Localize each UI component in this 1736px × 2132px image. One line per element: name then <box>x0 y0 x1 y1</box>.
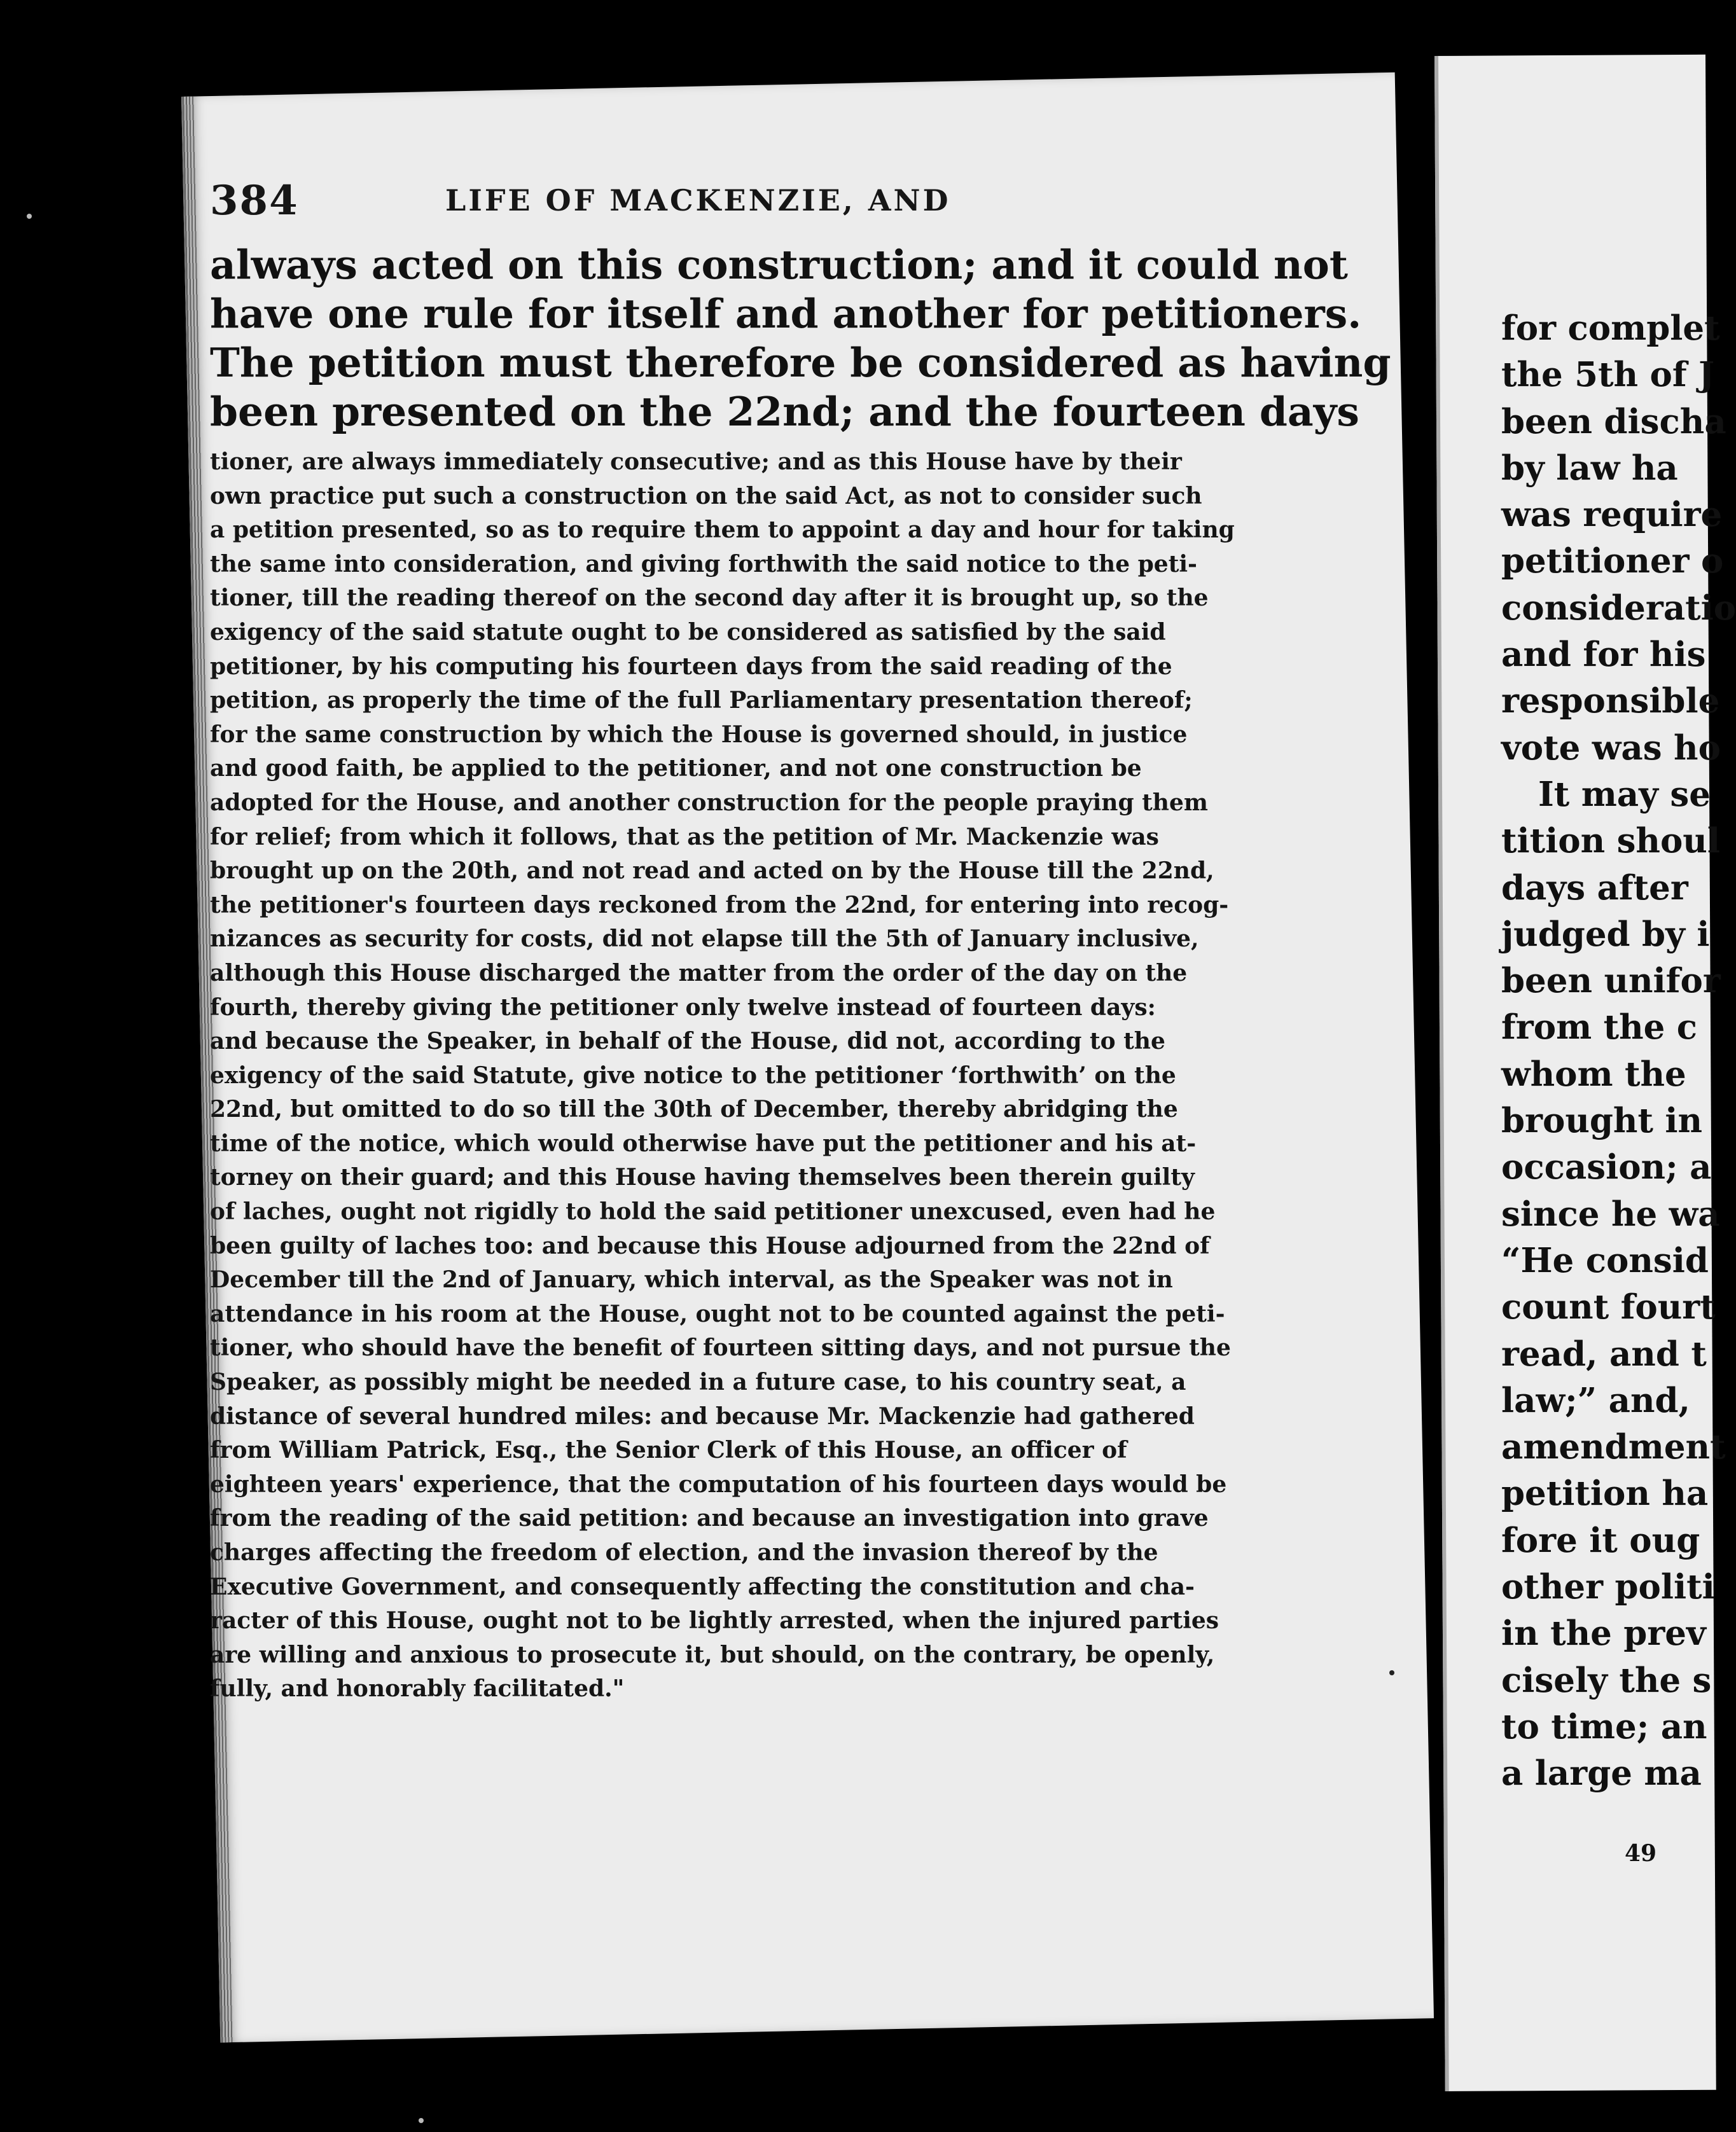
text-line: are willing and anxious to prosecute it, but should, on the contrary, be openly, <box>210 1641 1215 1668</box>
text-line: petition, as properly the time of the full Parliamentary presentation thereof; <box>210 687 1193 714</box>
scan-speck <box>1389 1670 1394 1675</box>
text-line: by law ha <box>1501 448 1678 488</box>
text-line: The petition must therefore be considered as having <box>210 339 1391 386</box>
text-line: racter of this House, ought not to be lightly arrested, when the injured parties <box>210 1607 1219 1635</box>
text-line: brought in <box>1501 1101 1703 1141</box>
text-line: petitioner, by his computing his fourteen days from the said reading of the <box>210 653 1172 680</box>
text-line: been unifor <box>1501 961 1721 1001</box>
scan-speck <box>419 2118 424 2123</box>
text-line: distance of several hundred miles: and because Mr. Mackenzie had gathered <box>210 1402 1195 1430</box>
text-line: and because the Speaker, in behalf of the House, did not, according to the <box>210 1028 1165 1055</box>
text-line: since he wa <box>1501 1194 1720 1234</box>
text-line: for the same construction by which the House is governed should, in justice <box>210 721 1188 748</box>
text-line: other politi <box>1501 1567 1715 1607</box>
text-line: charges affecting the freedom of election, and the invasion thereof by the <box>210 1539 1158 1566</box>
text-line: the same into consideration, and giving forthwith the said notice to the peti- <box>210 550 1197 578</box>
text-line: fully, and honorably facilitated." <box>210 1675 625 1703</box>
text-line: own practice put such a construction on the said Act, as not to consider such <box>210 482 1202 509</box>
text-line: cisely the s <box>1501 1660 1712 1700</box>
signature-folio: 49 <box>1625 1840 1657 1867</box>
text-line: have one rule for itself and another for petitioners. <box>210 290 1362 337</box>
text-line: “He consid <box>1501 1240 1709 1280</box>
text-line: responsible <box>1501 681 1720 721</box>
text-line: judged by i <box>1501 914 1710 954</box>
text-line: read, and t <box>1501 1334 1707 1374</box>
text-line: days after <box>1501 868 1688 908</box>
text-line: occasion; a <box>1501 1147 1712 1187</box>
text-line: a large ma <box>1501 1754 1702 1794</box>
text-line: in the prev <box>1501 1614 1706 1654</box>
text-line: time of the notice, which would otherwise have put the petitioner and his at- <box>210 1130 1197 1157</box>
text-line: for complet <box>1501 308 1720 348</box>
text-line: law;” and, <box>1501 1380 1690 1420</box>
text-line: although this House discharged the matter from the order of the day on the <box>210 959 1188 986</box>
text-line: count fourt <box>1501 1287 1716 1327</box>
text-line: to time; an <box>1501 1706 1707 1747</box>
text-line: consideratio <box>1501 588 1736 628</box>
text-line: amendment <box>1501 1427 1726 1467</box>
text-line: torney on their guard; and this House having themselves been therein guilty <box>210 1164 1195 1191</box>
text-line: eighteen years' experience, that the computation of his fourteen days would be <box>210 1471 1227 1498</box>
text-line: petition ha <box>1501 1474 1709 1514</box>
text-line: petitioner o <box>1501 541 1724 581</box>
text-line: a petition presented, so as to require them to appoint a day and hour for taking <box>210 516 1235 544</box>
text-line: the 5th of J <box>1501 355 1715 395</box>
text-line: tioner, who should have the benefit of fourteen sitting days, and not pursue the <box>210 1334 1231 1362</box>
text-line: of laches, ought not rigidly to hold the said petitioner unexcused, even had he <box>210 1198 1216 1226</box>
page-header <box>210 177 1113 234</box>
text-line: fourth, thereby giving the petitioner only twelve instead of fourteen days: <box>210 993 1156 1021</box>
text-line: the petitioner's fourteen days reckoned from the 22nd, for entering into recog- <box>210 891 1229 918</box>
text-line: adopted for the House, and another construction for the people praying them <box>210 789 1208 816</box>
text-line: 22nd, but omitted to do so till the 30th of December, thereby abridging the <box>210 1096 1178 1123</box>
text-line: always acted on this construction; and it could not <box>210 241 1348 288</box>
text-line: from the reading of the said petition: and because an investigation into grave <box>210 1505 1209 1532</box>
text-line: tioner, are always immediately consecutive; and as this House have by their <box>210 448 1182 475</box>
text-line: nizances as security for costs, did not elapse till the 5th of January inclusive, <box>210 925 1199 953</box>
text-line: and good faith, be applied to the petitioner, and not one construction be <box>210 755 1142 782</box>
text-line: fore it oug <box>1501 1520 1700 1560</box>
text-line: been discha <box>1501 401 1726 441</box>
page-number: 384 <box>210 177 299 225</box>
body-text-large <box>210 240 1391 436</box>
text-line: It may se <box>1538 774 1711 814</box>
text-line: Speaker, as possibly might be needed in a future case, to his country seat, a <box>210 1369 1186 1396</box>
text-line: tition shoul <box>1501 821 1720 861</box>
scan-speck <box>27 214 32 219</box>
text-line: attendance in his room at the House, ought not to be counted against the peti- <box>210 1300 1225 1327</box>
text-line: was require <box>1501 495 1723 535</box>
text-line: vote was ho <box>1501 728 1721 768</box>
text-line: December till the 2nd of January, which interval, as the Speaker was not in <box>210 1266 1173 1294</box>
text-line: tioner, till the reading thereof on the second day after it is brought up, so the <box>210 585 1209 612</box>
running-head: LIFE OF MACKENZIE, AND <box>445 183 951 218</box>
text-line: been guilty of laches too: and because this House adjourned from the 22nd of <box>210 1232 1210 1259</box>
text-line: exigency of the said Statute, give notice to the petitioner ‘forthwith’ on the <box>210 1062 1176 1089</box>
text-line: and for his <box>1501 635 1706 675</box>
text-line: been presented on the 22nd; and the fourteen days <box>210 388 1359 435</box>
text-line: whom the <box>1501 1054 1686 1094</box>
text-line: from the c <box>1501 1007 1698 1048</box>
text-line: for relief; from which it follows, that as the petition of Mr. Mackenzie was <box>210 823 1159 850</box>
right-page-text <box>1501 305 1736 1797</box>
quoted-extract-small <box>210 445 1235 1706</box>
text-line: from William Patrick, Esq., the Senior Clerk of this House, an officer of <box>210 1437 1127 1464</box>
text-line: brought up on the 20th, and not read and acted on by the House till the 22nd, <box>210 857 1214 885</box>
text-line: Executive Government, and consequently affecting the constitution and cha- <box>210 1573 1195 1600</box>
text-line: exigency of the said statute ought to be considered as satisfied by the said <box>210 618 1166 646</box>
